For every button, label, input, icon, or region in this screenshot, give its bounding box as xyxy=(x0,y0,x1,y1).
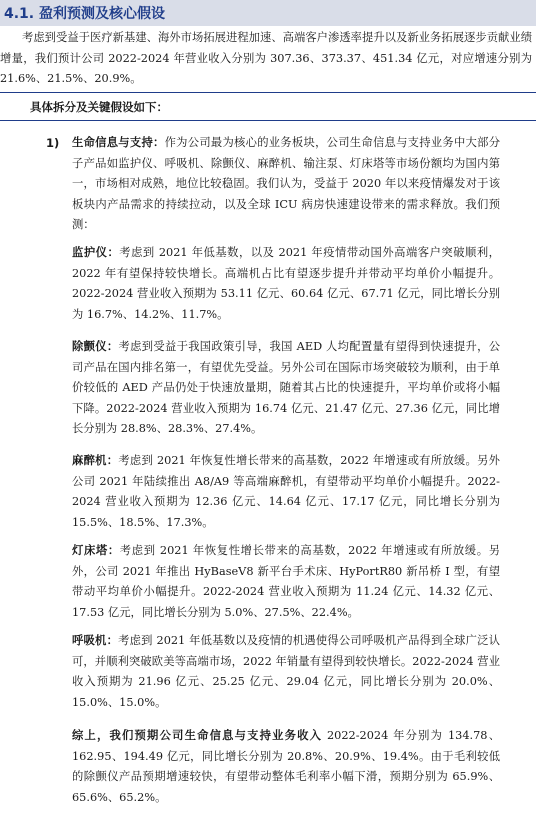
paragraph-text: 考虑到受益于我国政策引导，我国 AED 人均配置量有望得到快速提升，公司产品在国内排名第一，有望优先受益。另外公司在国际市场突破较为顺利，由于单价较低的 AED 产品仍处于快速放量期，随着其占比的快速提升，平均单价或将小幅下降。2022-2024 营业收入预期为 16.74 亿元、21.47 亿元、27.36 亿元，同比增长分别为 28.8%、28.3%、27.4%。 xyxy=(72,340,500,435)
paragraph-text: 考虑到 2021 年恢复性增长带来的高基数，2022 年增速或有所放缓。另外公司 2021 年陆续推出 A8/A9 等高端麻醉机，有望带动平均单价小幅提升。2022-2024 营业收入预期为 12.36 亿元、14.64 亿元、17.17 亿元，同比增长分别为 15.5%、18.5%、17.3%。 xyxy=(72,454,500,529)
paragraph-title: 灯床塔： xyxy=(72,544,120,557)
paragraph-anesthesia xyxy=(72,451,500,533)
paragraph-monitor xyxy=(72,243,500,325)
paragraph-title: 监护仪： xyxy=(72,246,120,259)
paragraph-title: 呼吸机： xyxy=(72,634,119,647)
item-number: 1) xyxy=(46,136,60,150)
divider-bottom xyxy=(0,120,536,121)
paragraph-text: 考虑到 2021 年低基数以及疫情的机遇使得公司呼吸机产品得到全球广泛认可，并顺利突破欧美等高端市场，2022 年销量有望得到较快增长。2022-2024 营业收入预期为 21.96 亿元、25.25 亿元、29.04 亿元，同比增长分别为 20.0%、15.0%、15.0%。 xyxy=(72,634,500,709)
paragraph-surgical-lights xyxy=(72,541,500,623)
paragraph-defibrillator xyxy=(72,337,500,440)
paragraph-life-support xyxy=(72,133,500,236)
intro-paragraph: 考虑到受益于医疗新基建、海外市场拓展进程加速、高端客户渗透率提升以及新业务拓展逐步贡献业绩增量，我们预计公司 2022-2024 年营业收入分别为 307.36、373.37、451.34 亿元，对应增速分别为 21.6%、21.5%、20.9%。 xyxy=(0,31,532,85)
paragraph-text: 作为公司最为核心的业务板块，公司生命信息与支持业务中大部分子产品如监护仪、呼吸机、除颤仪、麻醉机、输注泵、灯床塔等市场份额均为国内第一，市场相对成熟，地位比较稳固。我们认为，受益于 2020 年以来疫情爆发对于该板块内产品需求的持续拉动，以及全球 ICU 病房快速建设带来的需求释放。我们预测： xyxy=(72,136,500,231)
paragraph-ventilator xyxy=(72,631,500,713)
paragraph-text: 考虑到 2021 年低基数，以及 2021 年疫情带动国外高端客户突破顺利，2022 年有望保持较快增长。高端机占比有望逐步提升并带动平均单价小幅提升。2022-2024 营业收入预期为 53.11 亿元、60.64 亿元、67.71 亿元，同比增长分别为 16.7%、14.2%、11.7%。 xyxy=(72,246,500,321)
divider-top xyxy=(0,92,536,93)
paragraph-title: 生命信息与支持： xyxy=(72,136,165,149)
paragraph-summary xyxy=(72,726,500,808)
paragraph-text: 2022-2024 年分别为 134.78、162.95、194.49 亿元，同比增长分别为 20.8%、20.9%、19.4%。由于毛利较低的除颤仪产品预期增速较快，有望带动整体毛利率小幅下滑，预期分别为 65.9%、65.6%、65.2%。 xyxy=(72,729,500,804)
paragraph-title: 除颤仪： xyxy=(72,340,119,353)
paragraph-title: 麻醉机： xyxy=(72,454,119,467)
section-heading: 4.1. 盈利预测及核心假设 xyxy=(4,6,165,22)
paragraph-text: 考虑到 2021 年恢复性增长带来的高基数，2022 年增速或有所放缓。另外，公司 2021 年推出 HyBaseV8 新平台手术床、HyPortR80 新吊桥 I 型，有望带动平均单价小幅提升。2022-2024 营业收入预期为 11.24 亿元、14.32 亿元、17.53 亿元，同比增长分别为 5.0%、27.5%、22.4%。 xyxy=(72,544,500,619)
subheading: 具体拆分及关键假设如下： xyxy=(30,100,168,114)
paragraph-title: 综上，我们预期公司生命信息与支持业务收入 xyxy=(72,729,323,742)
